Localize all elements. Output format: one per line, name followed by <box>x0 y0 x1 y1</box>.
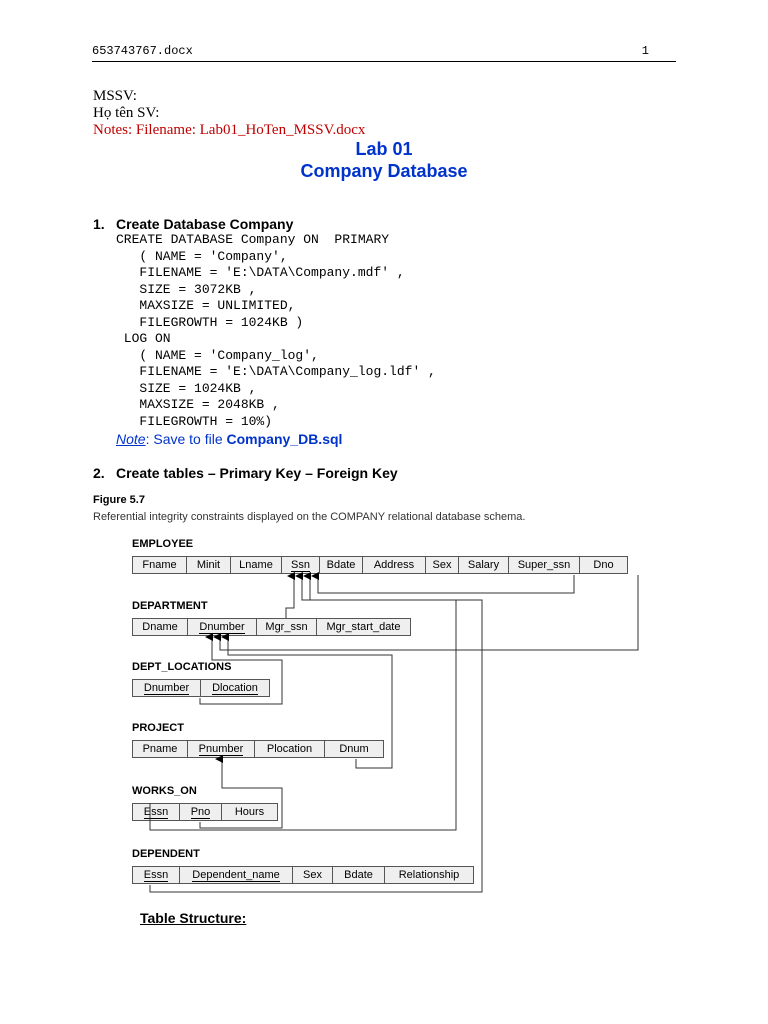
employee-table-name: EMPLOYEE <box>132 538 194 550</box>
dept-locations-table <box>132 679 270 697</box>
section-1-number: 1. <box>93 216 105 232</box>
employee-pk-col: Ssn <box>282 557 320 573</box>
section-1-heading <box>93 216 293 232</box>
department-col: Mgr_start_date <box>326 621 401 633</box>
figure-label: Figure 5.7 <box>93 494 145 506</box>
dependent-col: Sex <box>293 867 333 883</box>
project-table-name: PROJECT <box>132 722 184 734</box>
employee-col: Salary <box>459 557 509 573</box>
employee-col: Lname <box>231 557 282 573</box>
page-number: 1 <box>641 44 649 58</box>
works-on-pk-col: Essn <box>133 804 180 820</box>
dependent-table <box>132 866 474 884</box>
section-2-heading <box>93 465 398 481</box>
employee-col: Sex <box>426 557 459 573</box>
note-text: : Save to file <box>145 431 227 447</box>
project-pk-col: Pnumber <box>188 741 255 757</box>
employee-col: Address <box>363 557 426 573</box>
employee-col: Super_ssn <box>509 557 580 573</box>
dependent-table-name: DEPENDENT <box>132 848 200 860</box>
student-name-label: Họ tên SV: <box>93 105 160 121</box>
table-structure-heading: Table Structure: <box>140 910 247 926</box>
note-filename: Company_DB.sql <box>226 431 343 447</box>
project-col: Dnum <box>339 743 369 755</box>
department-pk-col: Dnumber <box>188 619 257 635</box>
mssv-label: MSSV: <box>93 88 137 104</box>
employee-col: Bdate <box>320 557 363 573</box>
works-on-col: Hours <box>234 806 265 818</box>
fk-dno <box>220 575 638 650</box>
works-on-pk-col: Pno <box>180 804 222 820</box>
dept-locations-pk-col: Dnumber <box>133 680 201 696</box>
employee-col: Dno <box>593 559 614 571</box>
fk-super-ssn <box>318 575 574 593</box>
create-database-code: CREATE DATABASE Company ON PRIMARY ( NAME = 'Company', FILENAME = 'E:\DATA\Company.mdf' , SIZE = 3072KB , MAXSIZE = UNLIMITED, FILEGROWTH = 1024KB ) LOG ON ( NAME = 'Company_log', FILENAME = 'E:\DATA\Company_log.ldf' , SIZE = 1024KB , MAXSIZE = 2048KB , FILEGROWTH = 10%) <box>116 232 436 429</box>
figure-caption: Referential integrity constraints displayed on the COMPANY relational database schema. <box>93 511 526 523</box>
section-2-number: 2. <box>93 465 105 481</box>
dept-locations-pk-col: Dlocation <box>212 682 258 694</box>
project-table <box>132 740 384 758</box>
works-on-table <box>132 803 278 821</box>
dept-locations-table-name: DEPT_LOCATIONS <box>132 661 232 673</box>
section-2-title: Create tables – Primary Key – Foreign Key <box>116 465 398 481</box>
dependent-col: Relationship <box>398 869 460 881</box>
section-1-title: Create Database Company <box>116 216 294 232</box>
save-note <box>116 431 342 447</box>
department-col: Dname <box>133 619 188 635</box>
employee-col: Minit <box>187 557 231 573</box>
page-header <box>92 43 676 62</box>
department-table <box>132 618 411 636</box>
employee-col: Fname <box>133 557 187 573</box>
project-col: Pname <box>133 741 188 757</box>
fk-mgr-ssn <box>286 576 294 618</box>
employee-table <box>132 556 628 574</box>
dependent-col: Bdate <box>333 867 385 883</box>
project-col: Plocation <box>255 741 325 757</box>
page-title: Company Database <box>300 161 468 181</box>
works-on-table-name: WORKS_ON <box>132 785 197 797</box>
note-label: Note <box>116 431 146 447</box>
department-table-name: DEPARTMENT <box>132 600 208 612</box>
dependent-pk-col: Dependent_name <box>180 867 293 883</box>
department-col: Mgr_ssn <box>257 619 317 635</box>
header-filename: 653743767.docx <box>92 44 193 58</box>
dependent-pk-col: Essn <box>133 867 180 883</box>
filename-note: Notes: Filename: Lab01_HoTen_MSSV.docx <box>93 122 366 138</box>
lab-title: Lab 01 <box>355 139 413 159</box>
